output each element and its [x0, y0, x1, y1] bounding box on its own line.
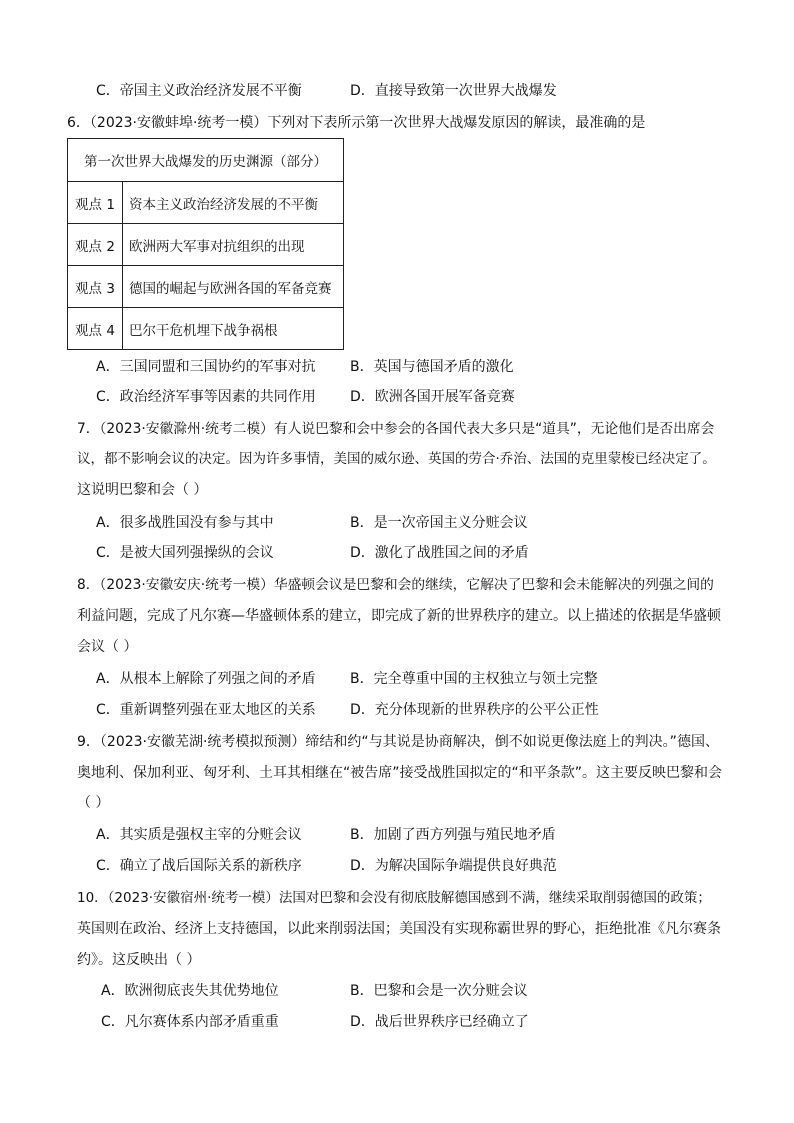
- q6-options-row-1: [0, 358, 794, 376]
- q10-stem-line-3: 约》。这反映出（ ）: [77, 952, 201, 968]
- q7-stem-line-1: 7．（2023·安徽滁州·统考二模）有人说巴黎和会中参会的各国代表大多只是“道具”，无论他们是否出席会: [77, 421, 715, 437]
- q6-option-a: A．三国同盟和三国协约的军事对抗: [96, 359, 316, 375]
- q7-options-row-2: [0, 544, 794, 562]
- q9-stem-line-3: （ ）: [77, 795, 110, 811]
- q10-option-b: B．巴黎和会是一次分赃会议: [350, 983, 528, 999]
- q6-option-b: B．英国与德国矛盾的激化: [350, 359, 514, 375]
- q10-stem-line-1: 10．（2023·安徽宿州·统考一模）法国对巴黎和会没有彻底肢解德国感到不满，继续采取削弱德国的政策；: [77, 890, 711, 906]
- q6-table-text-4: 巴尔干危机埋下战争祸根: [123, 308, 344, 350]
- q7-stem-line-3: 这说明巴黎和会（ ）: [77, 482, 208, 498]
- q6-table-label-4: 观点 4: [68, 308, 123, 350]
- q10-options-row-2: [0, 1013, 794, 1031]
- q8-stem-line-3: 会议（ ）: [77, 639, 138, 655]
- q6-table-label-3: 观点 3: [68, 266, 123, 308]
- q5-options-row-2: [0, 82, 794, 100]
- q10-stem-line-2: 英国则在政治、经济上支持德国，以此来削弱法国；美国没有实现称霸世界的野心，拒绝批准《凡尔赛条: [77, 921, 721, 937]
- q8-option-c: C．重新调整列强在亚太地区的关系: [96, 702, 316, 718]
- q6-table-text-2: 欧洲两大军事对抗组织的出现: [123, 224, 344, 266]
- q6-table-label-2: 观点 2: [68, 224, 123, 266]
- q6-table-text-3: 德国的崛起与欧洲各国的军备竞赛: [123, 266, 344, 308]
- table-row: [68, 308, 344, 350]
- table-row: [68, 182, 344, 224]
- q7-option-d: D．激化了战胜国之间的矛盾: [350, 545, 529, 561]
- q7-stem-line-2: 议，都不影响会议的决定。因为许多事情，美国的威尔逊、英国的劳合·乔治、法国的克里蒙梭已经决定了。: [77, 451, 716, 467]
- q5-option-c: C．帝国主义政治经济发展不平衡: [96, 83, 302, 99]
- q9-option-c: C．确立了战后国际关系的新秩序: [96, 858, 302, 874]
- q6-stem-line-1: 6．（2023·安徽蚌埠·统考一模）下列对下表所示第一次世界大战爆发原因的解读，最准确的是: [67, 115, 646, 131]
- q10-option-a: A．欧洲彻底丧失其优势地位: [101, 983, 279, 999]
- q7-option-a: A．很多战胜国没有参与其中: [96, 515, 274, 531]
- q9-options-row-1: [0, 826, 794, 844]
- q8-options-row-1: [0, 670, 794, 688]
- q9-stem-line-2: 奥地利、保加利亚、匈牙利、土耳其相继在“被告席”接受战胜国拟定的“和平条款”。这主要反映巴黎和会: [77, 765, 723, 781]
- q9-option-b: B．加剧了西方列强与殖民地矛盾: [350, 827, 556, 843]
- q8-options-row-2: [0, 701, 794, 719]
- q9-option-d: D．为解决国际争端提供良好典范: [350, 858, 557, 874]
- q6-table-label-1: 观点 1: [68, 182, 123, 224]
- table-row: [68, 224, 344, 266]
- q7-option-c: C．是被大国列强操纵的会议: [96, 545, 274, 561]
- q8-option-b: B．完全尊重中国的主权独立与领土完整: [350, 671, 598, 687]
- q9-options-row-2: [0, 857, 794, 875]
- q10-option-d: D．战后世界秩序已经确立了: [350, 1014, 529, 1030]
- q8-option-d: D．充分体现新的世界秩序的公平公正性: [350, 702, 599, 718]
- q6-table-text-1: 资本主义政治经济发展的不平衡: [123, 182, 344, 224]
- q6-source-table: [67, 138, 344, 350]
- q9-option-a: A．其实质是强权主宰的分赃会议: [96, 827, 302, 843]
- q8-stem-line-2: 利益问题，完成了凡尔赛—华盛顿体系的建立，即完成了新的世界秩序的建立。以上描述的依据是华盛顿: [77, 608, 721, 624]
- q6-option-c: C．政治经济军事等因素的共同作用: [96, 389, 316, 405]
- q8-option-a: A．从根本上解除了列强之间的矛盾: [96, 671, 316, 687]
- q10-option-c: C．凡尔赛体系内部矛盾重重: [101, 1014, 279, 1030]
- q7-options-row-1: [0, 514, 794, 532]
- q6-table-header: 第一次世界大战爆发的历史渊源（部分）: [68, 139, 344, 182]
- q8-stem-line-1: 8．（2023·安徽安庆·统考一模）华盛顿会议是巴黎和会的继续，它解决了巴黎和会未能解决的列强之间的: [77, 577, 714, 593]
- q6-option-d: D．欧洲各国开展军备竞赛: [350, 389, 515, 405]
- q6-options-row-2: [0, 388, 794, 406]
- q9-stem-line-1: 9．（2023·安徽芜湖·统考模拟预测）缔结和约“与其说是协商解决，倒不如说更像法庭上的判决。”德国、: [77, 734, 719, 750]
- q7-option-b: B．是一次帝国主义分赃会议: [350, 515, 528, 531]
- table-row: [68, 266, 344, 308]
- q5-option-d: D．直接导致第一次世界大战爆发: [350, 83, 557, 99]
- q10-options-row-1: [0, 982, 794, 1000]
